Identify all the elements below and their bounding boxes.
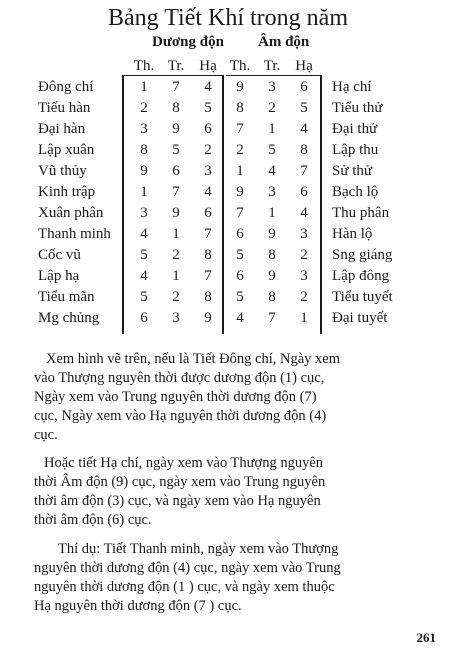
cuc-number-cell: 3: [140, 121, 148, 137]
cuc-number-cell: 9: [172, 205, 180, 221]
cuc-number-cell: 1: [236, 163, 244, 179]
paragraph-line: thời âm độn (6) cục.: [34, 512, 152, 528]
term-right: Lập đông: [332, 268, 390, 284]
term-right: Bạch lộ: [332, 184, 379, 200]
sub-header-th-1: Th.: [133, 58, 155, 74]
cuc-number-cell: 8: [268, 247, 276, 263]
term-right: Đại thử: [332, 121, 378, 137]
cuc-number-cell: 8: [300, 142, 308, 158]
cuc-number-cell: 6: [172, 163, 180, 179]
cuc-number-cell: 6: [204, 205, 212, 221]
cuc-number-cell: 9: [268, 226, 276, 242]
term-right: Đại tuyết: [332, 310, 388, 326]
cuc-number-cell: 1: [140, 184, 148, 200]
cuc-number-cell: 9: [204, 310, 212, 326]
cuc-number-cell: 8: [204, 247, 212, 263]
cuc-number-cell: 2: [268, 100, 276, 116]
cuc-number-cell: 2: [300, 289, 308, 305]
term-right: Tiểu thử: [332, 100, 383, 116]
paragraph-line: cục, Ngày xem vào Hạ nguyên thời dương độn (4): [34, 408, 327, 424]
cuc-number-cell: 1: [172, 226, 180, 242]
cuc-number-cell: 7: [172, 79, 180, 95]
cuc-number-cell: 2: [300, 247, 308, 263]
cuc-number-cell: 1: [172, 268, 180, 284]
paragraph-line: Thí dụ: Tiết Thanh minh, ngày xem vào Thượng: [58, 541, 339, 557]
cuc-number-cell: 2: [172, 247, 180, 263]
cuc-number-cell: 5: [300, 100, 308, 116]
cuc-number-cell: 6: [236, 268, 244, 284]
sub-header-tr-2: Tr.: [263, 58, 281, 74]
cuc-number-cell: 9: [236, 79, 244, 95]
cuc-number-cell: 7: [172, 184, 180, 200]
cuc-number-cell: 6: [300, 184, 308, 200]
cuc-number-cell: 6: [236, 226, 244, 242]
term-left: Thanh minh: [38, 226, 111, 242]
cuc-number-cell: 2: [236, 142, 244, 158]
term-right: Hàn lộ: [332, 226, 373, 242]
cuc-number-cell: 6: [204, 121, 212, 137]
cuc-number-cell: 3: [172, 310, 180, 326]
paragraph-2: [34, 454, 426, 530]
paragraph-line: Hạ nguyên thời dương độn (7 ) cục.: [34, 598, 242, 614]
cuc-number-cell: 1: [140, 79, 148, 95]
cuc-number-cell: 1: [268, 205, 276, 221]
cuc-number-cell: 5: [236, 247, 244, 263]
term-left: Xuân phân: [38, 205, 104, 221]
term-left: Vũ thủy: [38, 163, 87, 179]
header-rule-left: [124, 75, 222, 76]
term-left: Đông chí: [38, 79, 94, 95]
cuc-number-cell: 8: [172, 100, 180, 116]
term-left: Lập xuân: [38, 142, 95, 158]
term-left: Cốc vũ: [38, 247, 81, 263]
paragraph-line: Hoặc tiết Hạ chí, ngày xem vào Thượng nguyên: [44, 455, 324, 471]
cuc-number-cell: 7: [204, 226, 212, 242]
cuc-number-cell: 9: [236, 184, 244, 200]
term-right: Lập thu: [332, 142, 379, 158]
cuc-number-cell: 6: [140, 310, 148, 326]
cuc-number-cell: 8: [268, 289, 276, 305]
paragraph-line: thời âm độn (3) cục, và ngày xem vào Hạ nguyên: [34, 493, 321, 509]
term-right: Sng giáng: [332, 247, 393, 263]
paragraph-line: vào Thượng nguyên thời được dương độn (1) cục,: [34, 370, 325, 386]
cuc-number-cell: 2: [204, 142, 212, 158]
cuc-number-cell: 5: [140, 289, 148, 305]
sub-header-th-2: Th.: [229, 58, 251, 74]
paragraph-line: nguyên thời dương độn (1 ) cục, và ngày xem thuộc: [34, 579, 335, 595]
cuc-number-cell: 3: [300, 268, 308, 284]
sub-header-tr-1: Tr.: [167, 58, 185, 74]
sub-header-ha-2: Hạ: [295, 58, 313, 74]
cuc-number-cell: 2: [172, 289, 180, 305]
cuc-number-cell: 3: [204, 163, 212, 179]
cuc-number-cell: 4: [140, 268, 148, 284]
cuc-number-cell: 4: [204, 184, 212, 200]
table-border-left: [122, 75, 124, 334]
cuc-number-cell: 5: [140, 247, 148, 263]
term-left: Kinh trập: [38, 184, 96, 200]
sub-header-ha-1: Hạ: [199, 58, 217, 74]
cuc-number-cell: 9: [140, 163, 148, 179]
cuc-number-cell: 4: [300, 205, 308, 221]
solar-term-right-column: [332, 77, 422, 329]
term-right: Tiểu tuyết: [332, 289, 393, 305]
paragraph-3: [34, 540, 426, 616]
term-right: Hạ chí: [332, 79, 372, 95]
term-left: Tiểu hàn: [38, 100, 91, 116]
paragraph-line: thời Âm độn (9) cục, ngày xem vào Trung nguyên: [34, 474, 326, 490]
header-rule-right: [226, 75, 322, 76]
cuc-number-cell: 5: [268, 142, 276, 158]
cuc-number-cell: 7: [204, 268, 212, 284]
page-number: 261: [416, 630, 436, 645]
cuc-number-cell: 4: [268, 163, 276, 179]
cuc-number-cell: 6: [300, 79, 308, 95]
paragraph-line: cục.: [34, 427, 58, 443]
page-title: Bảng Tiết Khí trong năm: [107, 5, 348, 31]
cuc-number-cell: 8: [140, 142, 148, 158]
cuc-number-cell: 5: [204, 100, 212, 116]
paragraph-line: nguyên thời dương độn (4) cục, ngày xem vào Trung: [34, 560, 341, 576]
cuc-number-cell: 7: [236, 121, 244, 137]
cuc-number-cell: 7: [268, 310, 276, 326]
cuc-number-cell: 9: [268, 268, 276, 284]
cuc-number-cell: 7: [236, 205, 244, 221]
term-left: Tiểu mãn: [38, 289, 95, 305]
table-border-right: [320, 75, 322, 334]
cuc-number-cell: 1: [268, 121, 276, 137]
cuc-number-cell: 3: [300, 226, 308, 242]
cuc-number-cell: 1: [300, 310, 308, 326]
duong-don-header: Dương độn: [152, 34, 224, 50]
cuc-number-cell: 7: [300, 163, 308, 179]
cuc-number-cell: 4: [300, 121, 308, 137]
cuc-number-cell: 5: [236, 289, 244, 305]
cuc-number-cell: 4: [204, 79, 212, 95]
paragraph-line: Xem hình vẽ trên, nếu là Tiết Đông chí, Ngày xem: [46, 351, 340, 367]
paragraph-1: [34, 350, 426, 445]
cuc-number-cell: 8: [236, 100, 244, 116]
cuc-number-cell: 3: [140, 205, 148, 221]
term-left: Lập hạ: [38, 268, 80, 284]
cuc-number-cell: 5: [172, 142, 180, 158]
cuc-number-cell: 4: [236, 310, 244, 326]
solar-term-left-column: [38, 77, 122, 329]
paragraph-line: Ngày xem vào Trung nguyên thời dương độn (7): [34, 389, 317, 405]
term-left: Mg chủng: [38, 310, 100, 326]
cuc-number-cell: 4: [140, 226, 148, 242]
term-right: Thu phân: [332, 205, 390, 221]
cuc-number-cell: 8: [204, 289, 212, 305]
term-right: Sử thử: [332, 163, 373, 179]
cuc-number-cell: 9: [172, 121, 180, 137]
am-don-header: Âm độn: [258, 34, 310, 50]
term-left: Đại hàn: [38, 121, 86, 137]
cuc-number-cell: 3: [268, 79, 276, 95]
cuc-number-cell: 3: [268, 184, 276, 200]
cuc-number-cell: 2: [140, 100, 148, 116]
